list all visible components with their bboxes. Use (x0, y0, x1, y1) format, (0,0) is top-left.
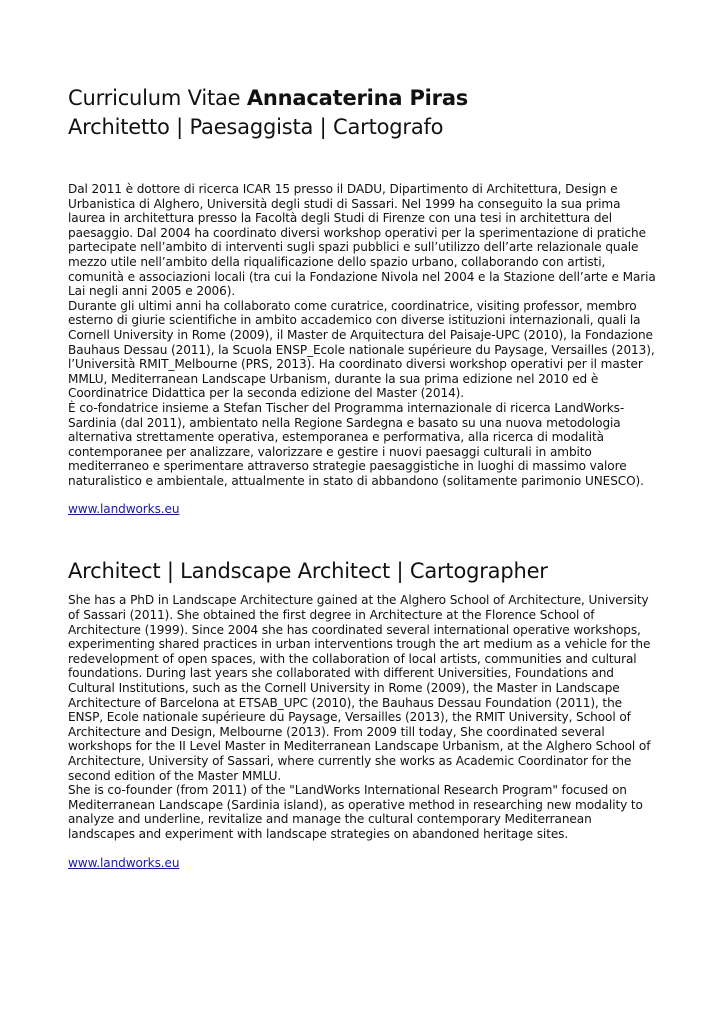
cv-page (68, 84, 658, 871)
english-paragraph-1: She has a PhD in Landscape Architecture gained at the Alghero School of Architecture, University of Sassari (2011). She obtained the first degree in Architecture at the Florence School of Architecture (1999). Since 2004 she has coordinated several international operative workshops, experimenting shared practices in urban interventions trough the art medium as a vehicle for the redevelopment of open spaces, with the collaboration of local artists, communities and cultural foundations. During last years she collaborated with different Universities, Foundations and Cultural Institutions, such as the Cornell University in Rome (2009), the Master in Landscape Architecture of Barcelona at ETSAB_UPC (2010), the Bauhaus Dessau Foundation (2011), the ENSP, Ecole nationale supérieure du Paysage, Versailles (2013), the RMIT University, School of Architecture and Design, Melbourne (2013). From 2009 till today, She coordinated several workshops for the II Level Master in Mediterranean Landscape Urbanism, at the Alghero School of Architecture, University of Sassari, where currently she works as Academic Coordinator for the second edition of the Master MMLU. (68, 593, 651, 783)
italian-paragraph-3: È co-fondatrice insieme a Stefan Tischer del Programma internazionale di ricerca LandWorks-Sardinia (dal 2011), ambientato nella Regione Sardegna e basato su una nuova metodologia alternativa strettamente operativa, estemporanea e performativa, alla ricerca di modalità contemporanee per analizzare, valorizzare e gestire i nuovi paesaggi culturali in ambito mediterraneo e sperimentare attraverso strategie paesaggistiche in luoghi di massimo valore naturalistico e ambientale, attualmente in stato di abbandono (solitamente parimonio UNESCO). (68, 400, 644, 488)
landworks-link-en[interactable]: www.landworks.eu (68, 855, 180, 870)
cv-title (68, 84, 658, 113)
italian-paragraph-2: Durante gli ultimi anni ha collaborato come curatrice, coordinatrice, visiting professor, membro esterno di giurie scientifiche in ambito accademico con diverse istituzioni internazionali, quali la Cornell University in Rome (2009), il Master de Arquitectura del Paisaje-UPC (2010), la Fondazione Bauhaus Dessau (2011), la Scuola ENSP_Ecole nationale supérieure du Paysage, Versailles (2013), l’Università RMIT_Melbourne (PRS, 2013). Ha coordinato diversi workshop operativi per il master MMLU, Mediterranean Landscape Urbanism, durante la sua prima edizione nel 2010 ed è Coordinatrice Didattica per la seconda edizione del Master (2014). (68, 298, 655, 401)
landworks-link-it[interactable]: www.landworks.eu (68, 502, 180, 517)
italian-paragraph-1: Dal 2011 è dottore di ricerca ICAR 15 presso il DADU, Dipartimento di Architettura, Design e Urbanistica di Alghero, Università degli studi di Sassari. Nel 1999 ha conseguito la sua prima laurea in architettura presso la Facoltà degli Studi di Firenze con una tesi in architettura del paesaggio. Dal 2004 ha coordinato diversi workshop operativi per la sperimentazione di pratiche partecipate nell’ambito di interventi sugli spazi pubblici e sull’utilizzo dell’arte relazionale quale mezzo utile nell’ambito della riqualificazione dello spazio urbano, collaborando con artisti, comunità e associazioni locali (tra cui la Fondazione Nivola nel 2004 e la Stazione dell’arte e Maria Lai negli anni 2005 e 2006). (68, 182, 656, 299)
english-title: Architect | Landscape Architect | Cartographer (68, 559, 548, 584)
english-paragraph-2: She is co-founder (from 2011) of the "LandWorks International Research Program" focused on Mediterranean Landscape (Sardinia island), as operative method in researching new modality to analyze and underline, revitalize and manage the cultural contemporary Mediterranean landscapes and experiment with landscape strategies on abandoned heritage sites. (68, 783, 643, 841)
cv-name: Annacaterina Piras (246, 86, 469, 110)
cv-subtitle-it: Architetto | Paesaggista | Cartografo (68, 115, 444, 139)
italian-section (68, 182, 658, 488)
english-section (68, 593, 658, 841)
cv-title-prefix: Curriculum Vitae (68, 86, 247, 110)
